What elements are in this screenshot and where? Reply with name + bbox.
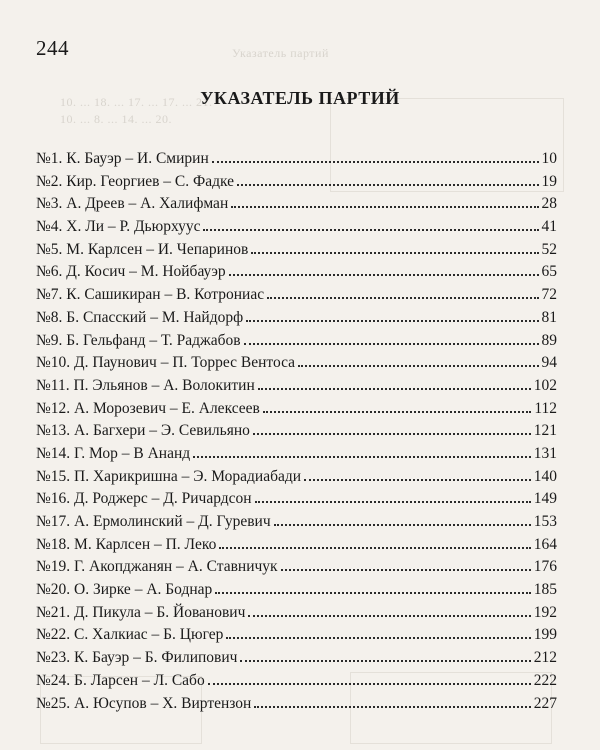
dot-leader [244, 342, 539, 345]
dot-leader [263, 410, 531, 413]
index-entry [36, 536, 557, 559]
entry-page-number: 131 [533, 444, 557, 462]
dot-leader [237, 183, 538, 186]
entry-game-label: №13. А. Багхери – Э. Севильяно [36, 422, 250, 440]
entry-game-label: №16. Д. Роджерс – Д. Ричардсон [36, 490, 252, 508]
dot-leader [298, 364, 538, 367]
entry-game-label: №10. Д. Паунович – П. Торрес Вентоса [36, 354, 296, 372]
index-entry [36, 468, 557, 491]
entry-page-number: 112 [534, 399, 557, 417]
entry-page-number: 89 [541, 331, 557, 349]
index-entry [36, 218, 557, 241]
entry-game-label: №25. А. Юсупов – Х. Виртензон [36, 694, 252, 712]
index-entry [36, 445, 557, 468]
entry-page-number: 28 [541, 195, 557, 213]
entry-game-label: №8. Б. Спасский – М. Найдорф [36, 308, 244, 326]
entry-page-number: 10 [541, 150, 557, 167]
dot-leader [246, 319, 538, 322]
index-entry [36, 332, 557, 355]
index-entry [36, 558, 557, 581]
entry-game-label: №9. Б. Гельфанд – Т. Раджабов [36, 331, 241, 349]
entry-page-number: 153 [533, 513, 557, 530]
bleed-through-line: 10. ... 8. ... 14. ... 20. [60, 112, 172, 126]
index-entry [36, 309, 557, 332]
index-entry [36, 513, 557, 536]
entry-page-number: 72 [541, 286, 557, 304]
entry-game-label: №11. П. Эльянов – А. Волокитин [36, 376, 255, 394]
dot-leader [274, 523, 531, 526]
games-index-list [36, 150, 557, 717]
index-entry [36, 173, 557, 196]
entry-page-number: 222 [533, 671, 557, 689]
index-entry [36, 490, 557, 513]
index-entry [36, 672, 557, 695]
dot-leader [231, 205, 538, 208]
entry-game-label: №7. К. Сашикиран – В. Котрониас [36, 286, 265, 304]
dot-leader [219, 546, 530, 549]
entry-page-number: 192 [533, 603, 557, 621]
entry-game-label: №24. Б. Ларсен – Л. Сабо [36, 671, 205, 689]
entry-page-number: 164 [533, 535, 557, 553]
entry-page-number: 140 [533, 467, 557, 485]
entry-game-label: №18. М. Карлсен – П. Леко [36, 535, 217, 553]
entry-game-label: №5. М. Карлсен – И. Чепаринов [36, 240, 249, 258]
entry-page-number: 94 [541, 354, 557, 372]
entry-game-label: №6. Д. Косич – М. Нойбауэр [36, 263, 226, 281]
entry-game-label: №14. Г. Мор – В Ананд [36, 444, 191, 462]
dot-leader [267, 296, 538, 299]
entry-page-number: 121 [533, 422, 557, 440]
dot-leader [212, 160, 539, 163]
entry-page-number: 65 [541, 263, 557, 281]
bleed-through-line: 10. ... 18. ... 17. ... 17. ... 21. [60, 95, 213, 109]
entry-page-number: 149 [533, 490, 557, 508]
entry-game-label: №4. Х. Ли – Р. Дьюрхуус [36, 218, 201, 236]
index-entry [36, 626, 557, 649]
dot-leader [248, 614, 530, 617]
entry-game-label: №2. Кир. Георгиев – С. Фадке [36, 172, 235, 190]
entry-page-number: 185 [533, 581, 557, 599]
index-entry [36, 377, 557, 400]
dot-leader [253, 432, 531, 435]
entry-game-label: №22. С. Халкиас – Б. Цюгер [36, 626, 224, 644]
index-entry [36, 263, 557, 286]
page-number: 244 [36, 36, 69, 60]
entry-page-number: 81 [541, 308, 557, 326]
dot-leader [254, 705, 530, 708]
dot-leader [251, 251, 538, 254]
entry-game-label: №20. О. Зирке – А. Боднар [36, 581, 213, 599]
index-entry [36, 195, 557, 218]
dot-leader [226, 636, 530, 639]
entry-game-label: №15. П. Харикришна – Э. Морадиабади [36, 467, 302, 485]
dot-leader [229, 273, 539, 276]
dot-leader [208, 682, 531, 685]
index-entry [36, 150, 557, 173]
entry-game-label: №23. К. Бауэр – Б. Филипович [36, 649, 238, 667]
index-entry [36, 695, 557, 718]
dot-leader [193, 455, 531, 458]
entry-game-label: №1. К. Бауэр – И. Смирин [36, 150, 209, 167]
entry-page-number: 212 [533, 649, 557, 667]
entry-game-label: №19. Г. Акопджанян – А. Ставничук [36, 558, 278, 576]
dot-leader [304, 478, 531, 481]
index-entry [36, 354, 557, 377]
dot-leader [281, 568, 531, 571]
index-entry [36, 241, 557, 264]
dot-leader [255, 500, 531, 503]
page-title: УКАЗАТЕЛЬ ПАРТИЙ [200, 88, 400, 108]
entry-game-label: №3. А. Дреев – А. Халифман [36, 195, 229, 213]
dot-leader [240, 659, 530, 662]
entry-page-number: 102 [533, 376, 557, 394]
entry-page-number: 52 [541, 240, 557, 258]
entry-game-label: №21. Д. Пикула – Б. Йованович [36, 603, 246, 621]
entry-page-number: 227 [533, 694, 557, 712]
dot-leader [258, 387, 531, 390]
dot-leader [215, 591, 530, 594]
index-entry [36, 422, 557, 445]
index-entry [36, 400, 557, 423]
index-entry [36, 604, 557, 627]
entry-page-number: 19 [541, 172, 557, 190]
entry-page-number: 176 [533, 558, 557, 576]
index-entry [36, 581, 557, 604]
entry-page-number: 41 [541, 218, 557, 236]
bleed-through-header: Указатель партий [232, 46, 329, 60]
entry-page-number: 199 [533, 626, 557, 644]
entry-game-label: №12. А. Морозевич – Е. Алексеев [36, 399, 260, 417]
index-entry [36, 286, 557, 309]
dot-leader [203, 228, 538, 231]
index-entry [36, 649, 557, 672]
entry-game-label: №17. А. Ермолинский – Д. Гуревич [36, 513, 271, 530]
